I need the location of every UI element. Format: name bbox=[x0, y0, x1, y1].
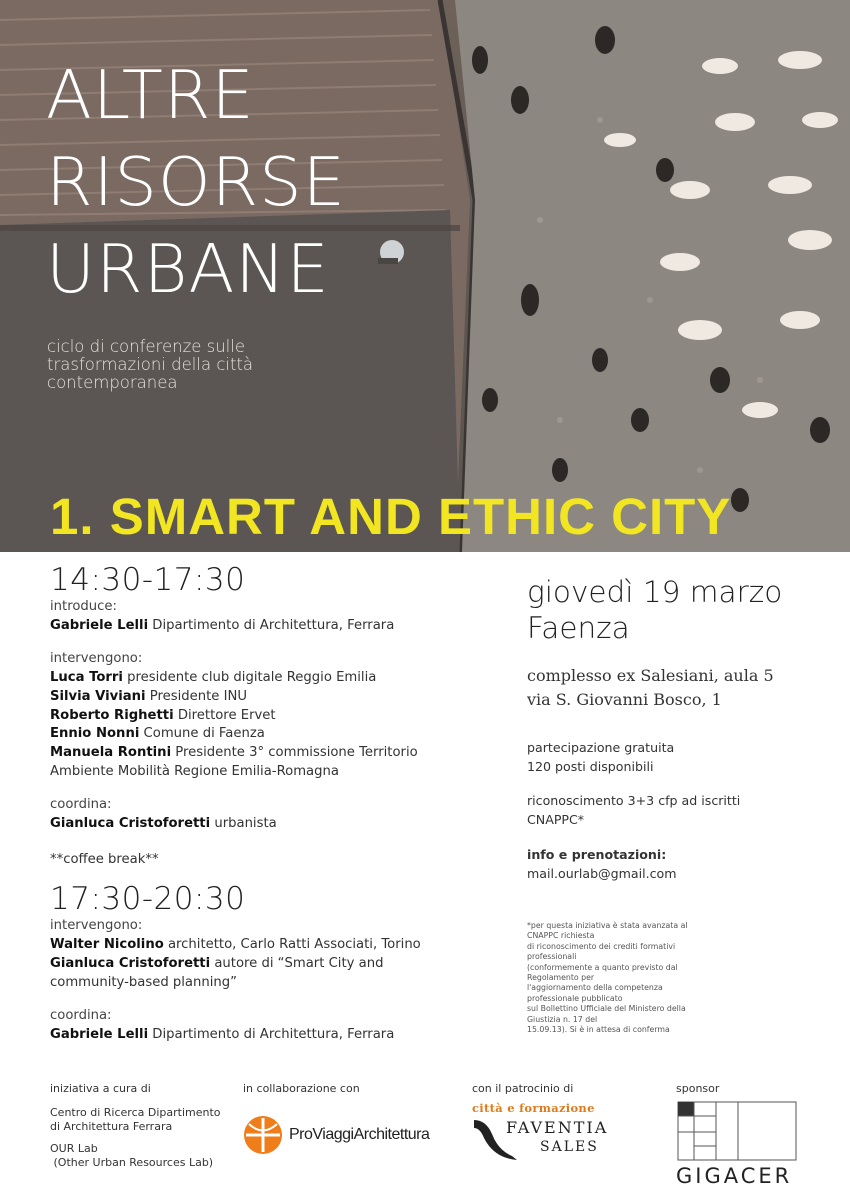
person-name: Gianluca Cristoforetti bbox=[50, 816, 211, 832]
speaker bbox=[50, 688, 480, 707]
speaker bbox=[50, 744, 480, 763]
speaker bbox=[50, 725, 480, 744]
person-name: Ennio Nonni bbox=[50, 726, 140, 742]
series-title-line: URBANE bbox=[46, 230, 330, 308]
gigacer-logo-mark bbox=[676, 1100, 800, 1164]
coord-label: coordina: bbox=[50, 1008, 112, 1024]
contact-email[interactable]: mail.ourlab@gmail.com bbox=[527, 866, 677, 881]
coordinator bbox=[50, 815, 480, 834]
contact bbox=[527, 845, 827, 883]
hero-banner bbox=[0, 0, 850, 552]
organizer-line: (Other Urban Resources Lab) bbox=[50, 1156, 214, 1169]
speaker-role-cont: community-based planning” bbox=[50, 974, 237, 990]
person-role: Presidente INU bbox=[145, 688, 247, 704]
person-name: Gabriele Lelli bbox=[50, 617, 149, 633]
person-role: autore di “Smart City and bbox=[210, 955, 384, 971]
speaker-role-cont: Ambiente Mobilità Regione Emilia-Romagna bbox=[50, 763, 339, 779]
faventia-logo bbox=[472, 1101, 607, 1161]
speakers-label: intervengono: bbox=[50, 918, 143, 934]
gigacer-logo bbox=[676, 1100, 800, 1186]
note-line: 15.09.13). Si è in attesa di conferma bbox=[527, 1025, 670, 1035]
organizer-line: OUR Lab bbox=[50, 1142, 98, 1155]
person-name: Walter Nicolino bbox=[50, 937, 164, 953]
credits-footnote bbox=[527, 921, 717, 1035]
patron-label: con il patrocinio di bbox=[472, 1082, 574, 1095]
person-role: urbanista bbox=[210, 816, 277, 832]
speaker bbox=[50, 936, 480, 955]
participation-line: 120 posti disponibili bbox=[527, 759, 654, 774]
speaker bbox=[50, 669, 480, 688]
speakers-label: intervengono: bbox=[50, 651, 143, 667]
person-role: Comune di Faenza bbox=[139, 726, 265, 742]
person-role: presidente club digitale Reggio Emilia bbox=[122, 670, 377, 686]
introduce-person bbox=[50, 617, 480, 636]
series-subtitle: ciclo di conferenze sulle trasformazioni della città contemporanea bbox=[47, 337, 254, 392]
note-line: (conformemente a quanto previsto dal Regolamento per bbox=[527, 962, 678, 983]
faventia-logo-sub: SALES bbox=[540, 1139, 599, 1155]
venue-line: complesso ex Salesiani, aula 5 bbox=[527, 666, 774, 685]
event-info bbox=[527, 574, 827, 1035]
person-name: Manuela Rontini bbox=[50, 744, 172, 760]
session1-time: 14:30-17:30 bbox=[50, 562, 246, 598]
organizer-line: di Architettura Ferrara bbox=[50, 1120, 173, 1133]
gigacer-logo-text: GIGACER bbox=[676, 1164, 793, 1188]
person-role: Direttore Ervet bbox=[173, 707, 276, 723]
credits bbox=[527, 791, 827, 829]
introduce-label: introduce: bbox=[50, 599, 117, 614]
event-date: giovedì 19 marzo bbox=[527, 575, 783, 609]
event-city: Faenza bbox=[527, 611, 630, 645]
person-name: Gianluca Cristoforetti bbox=[50, 955, 211, 971]
coordinator bbox=[50, 1026, 480, 1045]
organized-label: iniziativa a cura di bbox=[50, 1082, 151, 1095]
credits-line: riconoscimento 3+3 cfp ad iscritti bbox=[527, 793, 741, 808]
person-role: Presidente 3° commissione Territorio bbox=[171, 744, 418, 760]
faventia-logo-main: FAVENTIA bbox=[506, 1118, 609, 1137]
collab-label: in collaborazione con bbox=[243, 1082, 360, 1095]
participation bbox=[527, 738, 827, 776]
coffee-break: **coffee break** bbox=[50, 851, 159, 867]
faventia-logo-tagline: città e formazione bbox=[472, 1101, 595, 1115]
program bbox=[50, 562, 480, 1045]
participation-line: partecipazione gratuita bbox=[527, 740, 675, 755]
organizers bbox=[50, 1082, 221, 1170]
series-title bbox=[46, 52, 346, 313]
speaker bbox=[50, 707, 480, 726]
venue-line: via S. Giovanni Bosco, 1 bbox=[527, 690, 722, 709]
proviaggi-logo bbox=[243, 1115, 429, 1155]
person-name: Silvia Viviani bbox=[50, 688, 146, 704]
proviaggi-logo-text: ProViaggiArchitettura bbox=[289, 1126, 430, 1143]
person-role: Dipartimento di Architettura, Ferrara bbox=[148, 1026, 395, 1042]
note-line: di riconoscimento dei crediti formativi professionali bbox=[527, 941, 676, 962]
person-name: Luca Torri bbox=[50, 670, 123, 686]
event-venue bbox=[527, 664, 827, 712]
person-role: Dipartimento di Architettura, Ferrara bbox=[148, 617, 395, 633]
event-title: 1. SMART AND ETHIC CITY bbox=[50, 488, 732, 545]
note-line: *per questa iniziativa è stata avanzata al CNAPPC richiesta bbox=[527, 921, 688, 941]
speaker bbox=[50, 955, 480, 974]
proviaggi-logo-icon bbox=[243, 1115, 283, 1155]
session2-time: 17:30-20:30 bbox=[50, 881, 246, 918]
organizer-line: Centro di Ricerca Dipartimento bbox=[50, 1106, 221, 1119]
contact-label: info e prenotazioni: bbox=[527, 847, 667, 862]
note-line: l'aggiornamento della competenza professionale pubblicato bbox=[527, 983, 663, 1003]
person-name: Gabriele Lelli bbox=[50, 1026, 149, 1042]
person-name: Roberto Righetti bbox=[50, 707, 174, 723]
coord-label: coordina: bbox=[50, 797, 112, 813]
sponsor-label: sponsor bbox=[676, 1082, 720, 1095]
series-title-line: ALTRE bbox=[46, 56, 255, 134]
person-role: architetto, Carlo Ratti Associati, Torino bbox=[163, 937, 421, 953]
credits-line: CNAPPC* bbox=[527, 812, 585, 827]
series-title-line: RISORSE bbox=[46, 143, 346, 221]
note-line: sul Bollettino Ufficiale del Ministero della Giustizia n. 17 del bbox=[527, 1004, 686, 1024]
